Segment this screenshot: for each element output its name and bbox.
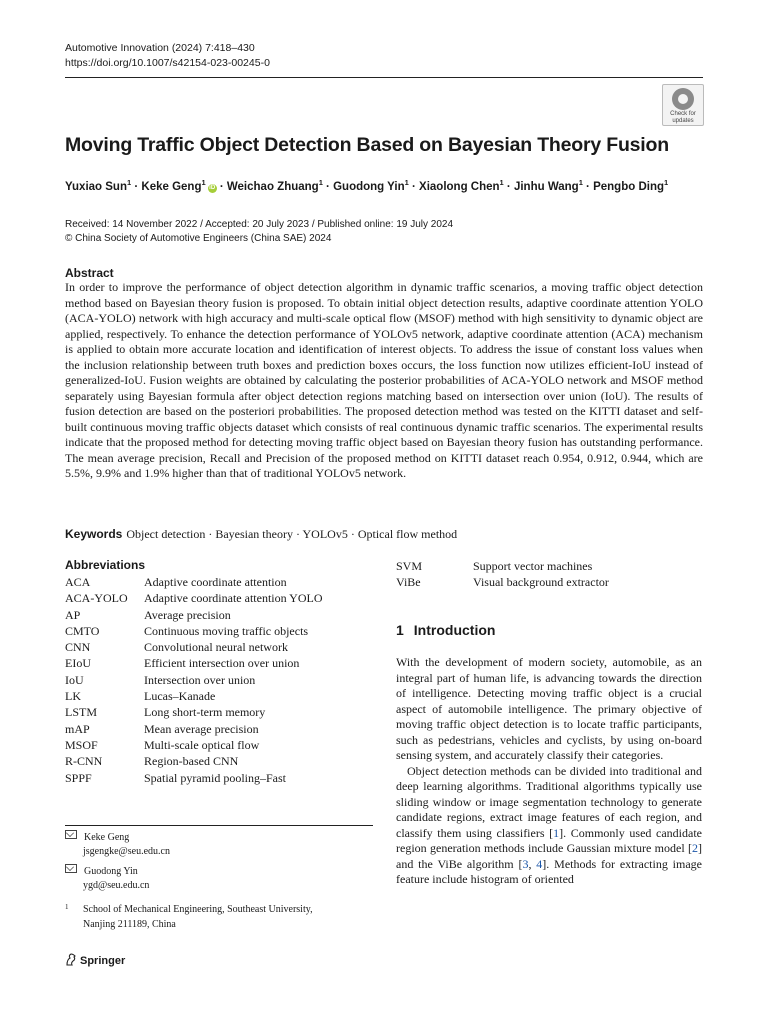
keywords-heading: Keywords <box>65 527 123 541</box>
abbreviation-definition: Convolutional neural network <box>144 640 288 655</box>
author-affiliation-mark: 1 <box>404 178 409 187</box>
abbreviation-definition: Lucas–Kanade <box>144 689 216 704</box>
section-title: Introduction <box>413 622 496 638</box>
author-name[interactable]: Yuxiao Sun <box>65 180 127 193</box>
affiliation-footnote <box>65 902 365 932</box>
abstract-heading: Abstract <box>65 266 114 280</box>
text-run: , <box>528 856 537 871</box>
author-name[interactable]: Xiaolong Chen <box>419 180 500 193</box>
affiliation-line: Nanjing 211189, China <box>83 919 176 930</box>
author-name[interactable]: Pengbo Ding <box>593 180 665 193</box>
author-affiliation-mark: 1 <box>318 178 323 187</box>
abbreviation-term: LSTM <box>65 705 98 720</box>
orcid-icon[interactable]: iD <box>209 184 216 191</box>
author-separator: · <box>216 180 227 193</box>
contact-name: Guodong Yin <box>84 866 138 877</box>
text-run: ]. Methods for extracting image feature include histogram of oriented <box>396 856 702 886</box>
text-run: ]. Commonly used candidate region generation methods include Gaussian mixture model [ <box>396 825 702 855</box>
text-run: Object detection methods can be divided into traditional and deep learning algorithms. Traditional algorithms typically use sliding window or image segmentation technology to generate candidate regions, extract image features of each region, and classify them using classifiers [ <box>396 763 702 840</box>
paragraph <box>396 764 702 888</box>
abbreviation-row <box>65 770 375 786</box>
citation-link[interactable]: 3 <box>522 856 529 871</box>
author-separator: · <box>408 180 420 193</box>
abbreviation-term: IoU <box>65 672 84 687</box>
author-affiliation-mark: 1 <box>499 178 504 187</box>
abbreviation-definition: Visual background extractor <box>473 575 609 590</box>
publisher-logo <box>65 953 125 967</box>
springer-horse-icon <box>65 953 77 966</box>
section-number: 1 <box>396 622 404 638</box>
citation-link[interactable]: 4 <box>536 856 543 871</box>
text-run: ] and the ViBe algorithm [ <box>396 841 702 871</box>
check-updates-icon <box>672 88 694 110</box>
abbreviation-definition: Adaptive coordinate attention YOLO <box>144 591 323 606</box>
contact-name: Keke Geng <box>84 832 130 843</box>
envelope-icon <box>65 864 77 873</box>
abbreviation-row <box>65 721 375 737</box>
history-dates: Received: 14 November 2022 / Accepted: 20 July 2023 / Published online: 19 July 2024 <box>65 219 454 230</box>
abbreviation-row <box>65 688 375 704</box>
abbreviation-row <box>65 737 375 753</box>
check-for-updates-badge[interactable] <box>662 84 704 126</box>
journal-citation: Automotive Innovation (2024) 7:418–430 <box>65 42 255 54</box>
footnote-divider <box>65 825 373 826</box>
abbreviation-definition: Adaptive coordinate attention <box>144 575 287 589</box>
contact-email[interactable]: ygd@seu.edu.cn <box>83 879 150 891</box>
author-name[interactable]: Jinhu Wang <box>513 180 579 193</box>
abbreviation-row <box>65 607 375 623</box>
abbreviation-definition: Intersection over union <box>144 672 256 687</box>
abbreviation-term: R-CNN <box>65 754 103 769</box>
publication-dates <box>65 218 453 246</box>
contact-email[interactable]: jsgengke@seu.edu.cn <box>83 845 170 857</box>
affiliation-line: School of Mechanical Engineering, Southeast University, <box>83 904 313 915</box>
abbreviation-definition: Long short-term memory <box>144 705 266 720</box>
abbreviation-term: mAP <box>65 721 90 736</box>
abbreviation-definition: Region-based CNN <box>144 754 239 769</box>
author-affiliation-mark: 1 <box>127 178 132 187</box>
keywords-text: Object detection · Bayesian theory · YOLOv5 · Optical flow method <box>126 527 458 541</box>
check-updates-line2: updates <box>672 117 694 124</box>
abbreviation-term: ViBe <box>396 575 421 590</box>
abbreviation-term: MSOF <box>65 737 98 752</box>
author-separator: · <box>582 180 594 193</box>
citation-link[interactable]: 1 <box>553 825 560 840</box>
author-affiliation-mark: 1 <box>664 178 669 187</box>
doi-link[interactable]: https://doi.org/10.1007/s42154-023-00245-0 <box>65 57 270 69</box>
author-separator: · <box>322 180 334 193</box>
abbreviation-term: SPPF <box>65 770 92 785</box>
affiliation-number: 1 <box>65 903 69 911</box>
abbreviation-row <box>65 704 375 720</box>
check-updates-line1: Check for <box>670 111 696 117</box>
abbreviation-row <box>65 590 375 606</box>
author-affiliation-mark: 1 <box>578 178 583 187</box>
abbreviation-row <box>65 655 375 671</box>
abbreviation-term: ACA <box>65 575 91 589</box>
abbreviation-row <box>396 574 706 590</box>
abbreviation-row <box>65 574 375 590</box>
author-separator: · <box>131 180 142 193</box>
introduction-body <box>396 655 702 888</box>
envelope-icon <box>65 830 77 839</box>
keywords-line <box>65 527 457 542</box>
author-list <box>65 178 668 193</box>
journal-header <box>65 41 270 71</box>
abbreviation-row <box>65 623 375 639</box>
abbreviation-term: EIoU <box>65 656 91 671</box>
header-divider <box>65 77 703 78</box>
author-name[interactable]: Guodong Yin <box>333 180 405 193</box>
corresponding-author-contact <box>65 830 170 858</box>
author-name[interactable]: Keke Geng <box>141 180 202 193</box>
abbreviation-row <box>396 558 706 574</box>
section-heading-introduction <box>396 622 495 638</box>
abbreviation-definition: Mean average precision <box>144 721 259 736</box>
corresponding-author-contact <box>65 864 149 892</box>
author-name[interactable]: Weichao Zhuang <box>226 180 319 193</box>
abbreviation-definition: Support vector machines <box>473 559 593 573</box>
abbreviation-definition: Average precision <box>144 607 231 622</box>
abbreviation-term: CMTO <box>65 623 100 638</box>
abbreviation-term: ACA-YOLO <box>65 591 128 606</box>
paragraph: With the development of modern society, automobile, as an integral part of human life, is advancing towards the direction of intelligence. Detecting moving traffic object is a crucial aspect of automobile intelligence. The primary objective of moving traffic object detection is to locate traffic participants, such as pedestrians, vehicles and cyclists, by using on-board sensing system, and accurately classify their categories. <box>396 655 702 762</box>
author-affiliation-mark: 1 <box>201 178 206 187</box>
abbreviation-row <box>65 672 375 688</box>
abbreviation-term: CNN <box>65 640 91 655</box>
author-separator: · <box>503 180 514 193</box>
copyright-notice: © China Society of Automotive Engineers (China SAE) 2024 <box>65 233 332 244</box>
abbreviations-list <box>65 574 375 786</box>
abbreviation-term: LK <box>65 689 81 704</box>
publisher-name: Springer <box>80 955 126 967</box>
abstract-text: In order to improve the performance of object detection algorithm in dynamic traffic scenarios, a moving traffic object detection method based on Bayesian theory fusion is proposed. To obtain initial object detection results, adaptive coordinate attention YOLO (ACA-YOLO) network with high accuracy and multi-scale optical flow (MSOF) method with high sensitivity to dynamic object are applied, respectively. To enhance the detection performance of YOLOv5 network, adaptive coordinate attention (ACA) mechanism is applied to obtain more accurate location and identification of interest objects. To address the issue of constant loss values when the inclusion relationship between truth boxes and prediction boxes occurs, the loss function now utilizes efficient-IoU instead of generalized-IoU. Fusion weights are obtained by calculating the posterior probabilities of ACA-YOLO network and MSOF method separately using Bayesian formula after object detection regions matching based on intersection over union (IoU). The results of fusion detection are based on the posteriori probabilities. The proposed detection method was tested on the KITTI dataset and self-built continuous moving traffic objects dataset which consists of real continuous dynamic traffic scenarios. The experimental results indicate that the proposed method for detecting moving traffic object based on Bayesian theory fusion has outstanding performance. The mean average precision, Recall and Precision of the proposed method on KITTI dataset reach 0.954, 0.912, 0.944, which are 5.5%, 9.9% and 1.9% higher than that of traditional YOLOv5 network. <box>65 280 703 480</box>
paper-title: Moving Traffic Object Detection Based on Bayesian Theory Fusion <box>65 134 669 156</box>
abbreviation-row <box>65 753 375 769</box>
abbreviation-definition: Continuous moving traffic objects <box>144 623 309 638</box>
abbreviation-definition: Multi-scale optical flow <box>144 737 260 752</box>
abbreviation-definition: Efficient intersection over union <box>144 656 300 671</box>
abbreviation-term: AP <box>65 607 81 622</box>
citation-link[interactable]: 2 <box>692 841 698 855</box>
abbreviations-list-continued <box>396 558 706 591</box>
abbreviation-term: SVM <box>396 559 423 573</box>
abbreviation-row <box>65 639 375 655</box>
abbreviations-heading: Abbreviations <box>65 558 146 572</box>
abbreviation-definition: Spatial pyramid pooling–Fast <box>144 770 286 785</box>
